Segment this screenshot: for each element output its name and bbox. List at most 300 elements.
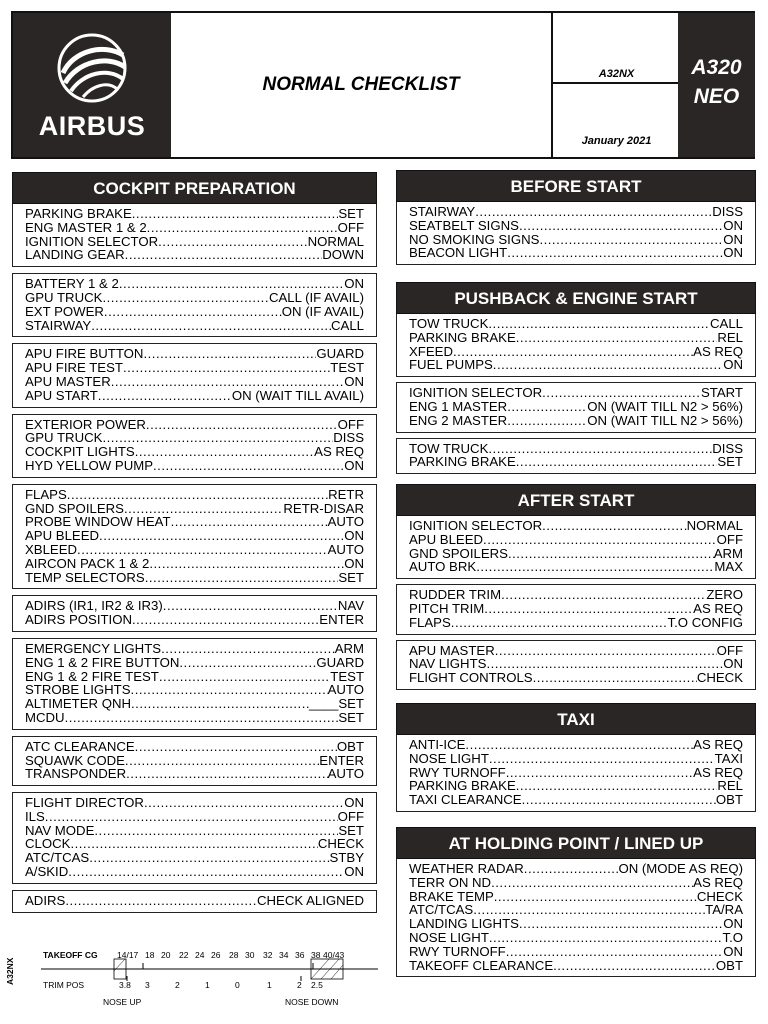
item-value: TEST [330, 360, 364, 376]
trim-side-label: A32NX [5, 957, 15, 985]
leader-dots [135, 740, 337, 754]
leader-dots [65, 894, 257, 908]
leader-dots [476, 560, 714, 574]
checklist-item [25, 767, 364, 781]
item-label: ENG 1 & 2 FIRE BUTTON [25, 654, 180, 670]
item-value: ON [723, 357, 743, 373]
item-label: PROBE WINDOW HEAT [25, 514, 171, 530]
item-label: LANDING GEAR [25, 247, 125, 263]
item-value: CALL (IF AVAIL) [268, 289, 364, 305]
item-label: TERR ON ND [409, 874, 492, 890]
leader-dots [542, 386, 701, 400]
cg-value: 32 [263, 950, 273, 960]
item-label: RWY TURNOFF [409, 943, 506, 959]
section-title: BEFORE START [396, 170, 756, 202]
item-label: XBLEED [25, 541, 78, 557]
checklist-group [396, 859, 756, 977]
item-label: TOW TRUCK [409, 440, 489, 456]
cg-value: 38 [311, 950, 321, 960]
leader-dots [179, 656, 316, 670]
item-label: NO SMOKING SIGNS [409, 231, 540, 247]
checklist-item [409, 945, 743, 959]
item-value: ON [723, 231, 743, 247]
item-value: AS REQ [693, 343, 743, 359]
item-label: FLIGHT DIRECTOR [25, 795, 144, 811]
airbus-logo [13, 13, 171, 157]
item-label: XFEED [409, 343, 453, 359]
cg-value: 36 [295, 950, 305, 960]
item-label: TAXI CLEARANCE [409, 792, 522, 808]
leader-dots [99, 529, 344, 543]
checklist-item [409, 779, 743, 793]
cg-value: 14/17 [117, 950, 139, 960]
model-badge [678, 13, 755, 157]
leader-dots [539, 233, 723, 247]
item-label: APU BLEED [25, 528, 100, 544]
cg-value: 28 [229, 950, 239, 960]
leader-dots [65, 711, 339, 725]
checklist-item [409, 345, 743, 359]
checklist-item [409, 547, 743, 561]
item-value: AUTO [327, 541, 364, 557]
checklist-item [25, 221, 364, 235]
item-label: APU MASTER [25, 373, 111, 389]
checklist-item [25, 613, 364, 627]
checklist-item [409, 414, 743, 428]
checklist-item [25, 683, 364, 697]
item-label: WEATHER RADAR [409, 861, 524, 876]
nose-down-label: NOSE DOWN [285, 997, 339, 1007]
checklist-item [409, 219, 743, 233]
checklist-group [12, 343, 377, 407]
section-before-start [396, 170, 756, 265]
leader-dots [123, 361, 330, 375]
leader-dots [161, 642, 335, 656]
checklist-item [409, 616, 743, 630]
item-value: GUARD [316, 346, 364, 362]
item-label: PARKING BRAKE [25, 206, 132, 221]
item-value: ON [723, 217, 743, 233]
checklist-item [25, 697, 364, 711]
item-label: APU MASTER [409, 642, 495, 658]
trim-pos-value: 2 [297, 980, 302, 990]
leader-dots [171, 515, 328, 529]
item-value: T.O CONFIG [667, 614, 743, 630]
checklist-item [409, 533, 743, 547]
checklist-item [409, 386, 743, 400]
item-value: REL [717, 778, 743, 794]
section-pushback-engine-start [396, 282, 756, 474]
item-label: TOW TRUCK [409, 316, 489, 331]
nose-up-label: NOSE UP [103, 997, 142, 1007]
item-label: A/SKID [25, 864, 69, 880]
leader-dots [507, 246, 723, 260]
item-value: ON [344, 457, 364, 473]
item-value: AS REQ [693, 874, 743, 890]
checklist-item [25, 571, 364, 585]
section-after-start [396, 484, 756, 690]
leader-dots [144, 796, 344, 810]
item-value: OFF [716, 531, 743, 547]
item-label: APU START [25, 387, 98, 403]
item-label: FLAPS [409, 614, 451, 630]
trim-pos-value: 0 [235, 980, 240, 990]
item-label: ENG 2 MASTER [409, 412, 508, 428]
item-value: OFF [337, 416, 364, 432]
leader-dots [159, 670, 330, 684]
cg-value: 30 [245, 950, 255, 960]
leader-dots [125, 248, 323, 262]
leader-dots [491, 876, 693, 890]
checklist-group [12, 638, 377, 730]
checklist-item [25, 277, 364, 291]
checklist-item [409, 876, 743, 890]
checklist-item [25, 557, 364, 571]
airbus-swirl-icon [53, 33, 131, 103]
leader-dots [89, 851, 329, 865]
leader-dots [146, 418, 338, 432]
item-value: OFF [337, 219, 364, 235]
item-label: NOSE LIGHT [409, 929, 489, 945]
item-label: TAKEOFF CLEARANCE [409, 957, 554, 973]
item-label: ANTI-ICE [409, 737, 466, 752]
leader-dots [519, 219, 723, 233]
checklist-item [25, 865, 364, 879]
item-label: CLOCK [25, 836, 71, 852]
item-label: BRAKE TEMP [409, 888, 494, 904]
checklist-group [396, 202, 756, 265]
item-value: OBT [715, 792, 743, 808]
section-title: AT HOLDING POINT / LINED UP [396, 827, 756, 859]
item-value: OBT [715, 957, 743, 973]
item-value: TEST [330, 668, 364, 684]
item-label: TEMP SELECTORS [25, 569, 145, 585]
leader-dots [94, 824, 338, 838]
item-value: ON [344, 864, 364, 880]
item-value: AUTO [327, 514, 364, 530]
item-value: ARM [334, 640, 364, 656]
item-value: OFF [716, 642, 743, 658]
item-label: FUEL PUMPS [409, 357, 493, 373]
item-value: CHECK [696, 670, 743, 686]
checklist-item [25, 529, 364, 543]
leader-dots [489, 752, 715, 766]
item-label: ATC/TCAS [409, 902, 474, 918]
checklist-item [25, 291, 364, 305]
leader-dots [124, 502, 283, 516]
checklist-item [25, 319, 364, 333]
item-label: BATTERY 1 & 2 [25, 276, 119, 292]
leader-dots [67, 488, 328, 502]
item-value: ON [344, 795, 364, 811]
item-value: ENTER [319, 752, 364, 768]
brand-name: AIRBUS [38, 111, 146, 141]
leader-dots [522, 793, 716, 807]
checklist-item [409, 205, 743, 219]
checklist-group [396, 735, 756, 812]
trim-pos-value: 3.8 [119, 980, 131, 990]
item-label: RWY TURNOFF [409, 764, 506, 780]
item-value: ENTER [319, 612, 364, 628]
leader-dots [163, 599, 338, 613]
checklist-item [409, 519, 743, 533]
leader-dots [149, 557, 344, 571]
item-value: T.O [722, 929, 743, 945]
item-value: ____SET [309, 696, 364, 712]
leader-dots [516, 331, 718, 345]
leader-dots [542, 519, 686, 533]
leader-dots [126, 767, 327, 781]
section-taxi [396, 703, 756, 812]
item-label: PARKING BRAKE [409, 329, 516, 345]
item-label: ENG 1 MASTER [409, 398, 508, 414]
item-value: GUARD [316, 654, 364, 670]
item-value: AS REQ [693, 764, 743, 780]
item-label: EXTERIOR POWER [25, 416, 146, 432]
item-value: DISS [712, 204, 743, 219]
leader-dots [70, 837, 317, 851]
item-value: ON [723, 943, 743, 959]
item-label: IGNITION SELECTOR [409, 518, 543, 533]
checklist-item [25, 796, 364, 810]
checklist-item [25, 361, 364, 375]
item-value: TA/RA [705, 902, 743, 918]
item-label: FLIGHT CONTROLS [409, 670, 533, 686]
leader-dots [45, 810, 338, 824]
checklist-item [409, 766, 743, 780]
checklist-group [396, 382, 756, 432]
item-value: ON (WAIT TILL AVAIL) [231, 387, 364, 403]
item-label: HYD YELLOW PUMP [25, 457, 153, 473]
leader-dots [68, 865, 344, 879]
checklist-item [409, 602, 743, 616]
item-value: ARM [713, 545, 743, 561]
item-value: NORMAL [307, 233, 364, 249]
cg-value: 24 [195, 950, 205, 960]
leader-dots [119, 277, 344, 291]
item-value: SET [338, 822, 364, 838]
item-label: GPU TRUCK [25, 289, 103, 305]
meta-box [551, 13, 680, 157]
item-value: DISS [712, 440, 743, 456]
item-label: PARKING BRAKE [409, 778, 516, 794]
leader-dots [125, 754, 319, 768]
item-value: CALL [331, 317, 364, 333]
leader-dots [91, 319, 331, 333]
item-label: ATC CLEARANCE [25, 738, 135, 754]
item-value: ON [723, 916, 743, 932]
item-label: APU FIRE TEST [25, 360, 123, 376]
item-label: STAIRWAY [25, 317, 92, 333]
leader-dots [132, 207, 339, 221]
item-value: DOWN [322, 247, 364, 263]
leader-dots [77, 543, 328, 557]
item-label: ADIRS (IR1, IR2 & IR3) [25, 598, 163, 614]
checklist-group [12, 792, 377, 884]
cg-value: 26 [211, 950, 221, 960]
item-label: ADIRS POSITION [25, 612, 132, 628]
item-value: RETR [328, 486, 364, 502]
checklist-item [25, 389, 364, 403]
item-value: ON (MODE AS REQ) [618, 861, 743, 876]
checklist-item [25, 515, 364, 529]
leader-dots [158, 235, 307, 249]
item-label: NAV MODE [25, 822, 95, 838]
checklist-group [12, 204, 377, 267]
checklist-item [25, 810, 364, 824]
item-label: COCKPIT LIGHTS [25, 444, 135, 460]
cg-value: 40/43 [323, 950, 345, 960]
revision-date: January 2021 [581, 135, 652, 147]
item-label: BEACON LIGHT [409, 245, 508, 261]
leader-dots [508, 547, 714, 561]
cg-value: 22 [179, 950, 189, 960]
checklist-item [25, 431, 364, 445]
item-value: OFF [337, 808, 364, 824]
checklist-item [25, 248, 364, 262]
leader-dots [104, 305, 282, 319]
model-variant: NEO [693, 85, 740, 108]
item-label: ENG MASTER 1 & 2 [25, 219, 147, 235]
leader-dots [102, 291, 269, 305]
item-label: TRANSPONDER [25, 766, 127, 782]
leader-dots [132, 613, 319, 627]
item-value: NORMAL [686, 518, 743, 533]
trim-pos-value: 2 [175, 980, 180, 990]
checklist-item [409, 588, 743, 602]
checklist-item [25, 670, 364, 684]
checklist-item [409, 358, 743, 372]
checklist-group [12, 414, 377, 478]
checklist-item [409, 671, 743, 685]
trim-pos-value: 2.5 [311, 980, 323, 990]
checklist-header [11, 11, 755, 159]
checklist-group [396, 314, 756, 377]
item-value: CHECK [317, 836, 364, 852]
item-value: MAX [714, 559, 743, 575]
page-title: NORMAL CHECKLIST [262, 74, 460, 95]
checklist-item [409, 793, 743, 807]
checklist-item [25, 488, 364, 502]
leader-dots [102, 431, 333, 445]
section-title: TAXI [396, 703, 756, 735]
item-label: NAV LIGHTS [409, 656, 487, 672]
item-value: AS REQ [693, 600, 743, 616]
aircraft-code: A32NX [553, 13, 680, 84]
leader-dots [519, 917, 723, 931]
item-value: AUTO [327, 682, 364, 698]
checklist-item [409, 442, 743, 456]
checklist-item [409, 246, 743, 260]
item-label: GND SPOILERS [25, 500, 124, 516]
model-name: A320 [691, 56, 742, 79]
leader-dots [516, 779, 718, 793]
item-value: ZERO [706, 587, 743, 603]
leader-dots [465, 738, 693, 752]
section-title: AFTER START [396, 484, 756, 516]
item-value: STBY [329, 850, 364, 866]
checklist-item [409, 903, 743, 917]
checklist-group [396, 438, 756, 475]
item-value: ON (IF AVAIL) [281, 303, 364, 319]
item-label: ILS [25, 808, 45, 824]
cg-value: 34 [279, 950, 289, 960]
item-value: START [700, 385, 743, 401]
item-label: PITCH TRIM [409, 600, 485, 616]
checklist-item [25, 711, 364, 725]
checklist-item [409, 752, 743, 766]
item-label: APU BLEED [409, 531, 484, 547]
checklist-item [25, 656, 364, 670]
section-cockpit-preparation [12, 172, 377, 913]
checklist-item [25, 502, 364, 516]
checklist-item [409, 931, 743, 945]
leader-dots [453, 345, 693, 359]
takeoff-trim-scale [5, 945, 381, 1015]
item-label: AUTO BRK [409, 559, 477, 575]
item-value: CALL [710, 316, 743, 331]
checklist-item [409, 862, 743, 876]
checklist-group [12, 890, 377, 913]
leader-dots [486, 657, 723, 671]
checklist-item [409, 331, 743, 345]
leader-dots [111, 375, 344, 389]
leader-dots [493, 358, 723, 372]
checklist-item [25, 642, 364, 656]
checklist-item [25, 599, 364, 613]
item-value: ON [344, 528, 364, 544]
leader-dots [553, 959, 716, 973]
item-label: FLAPS [25, 486, 67, 502]
section-holding-point [396, 827, 756, 977]
checklist-item [25, 894, 364, 908]
item-label: SQUAWK CODE [25, 752, 125, 768]
item-label: ALTIMETER QNH [25, 696, 131, 712]
leader-dots [516, 455, 718, 469]
checklist-item [25, 347, 364, 361]
section-title: COCKPIT PREPARATION [12, 172, 377, 204]
leader-dots [131, 683, 328, 697]
leader-dots [507, 414, 587, 428]
checklist-item [409, 317, 743, 331]
item-value: SET [338, 709, 364, 725]
leader-dots [488, 317, 710, 331]
item-value: DISS [333, 430, 364, 446]
checklist-item [25, 207, 364, 221]
checklist-item [25, 235, 364, 249]
checklist-item [409, 917, 743, 931]
leader-dots [494, 890, 697, 904]
trim-pos-value: 3 [145, 980, 150, 990]
leader-dots [473, 903, 705, 917]
checklist-group [396, 640, 756, 690]
checklist-group [12, 736, 377, 786]
leader-dots [153, 459, 344, 473]
checklist-item [25, 543, 364, 557]
item-label: EXT POWER [25, 303, 104, 319]
leader-dots [533, 671, 697, 685]
checklist-item [409, 233, 743, 247]
item-value: ON [723, 656, 743, 672]
item-value: AS REQ [693, 737, 743, 752]
item-value: ON [344, 555, 364, 571]
checklist-item [409, 455, 743, 469]
checklist-group [12, 273, 377, 337]
leader-dots [489, 931, 723, 945]
item-value: SET [338, 206, 364, 221]
item-value: ON [344, 276, 364, 292]
cg-value: 20 [161, 950, 171, 960]
